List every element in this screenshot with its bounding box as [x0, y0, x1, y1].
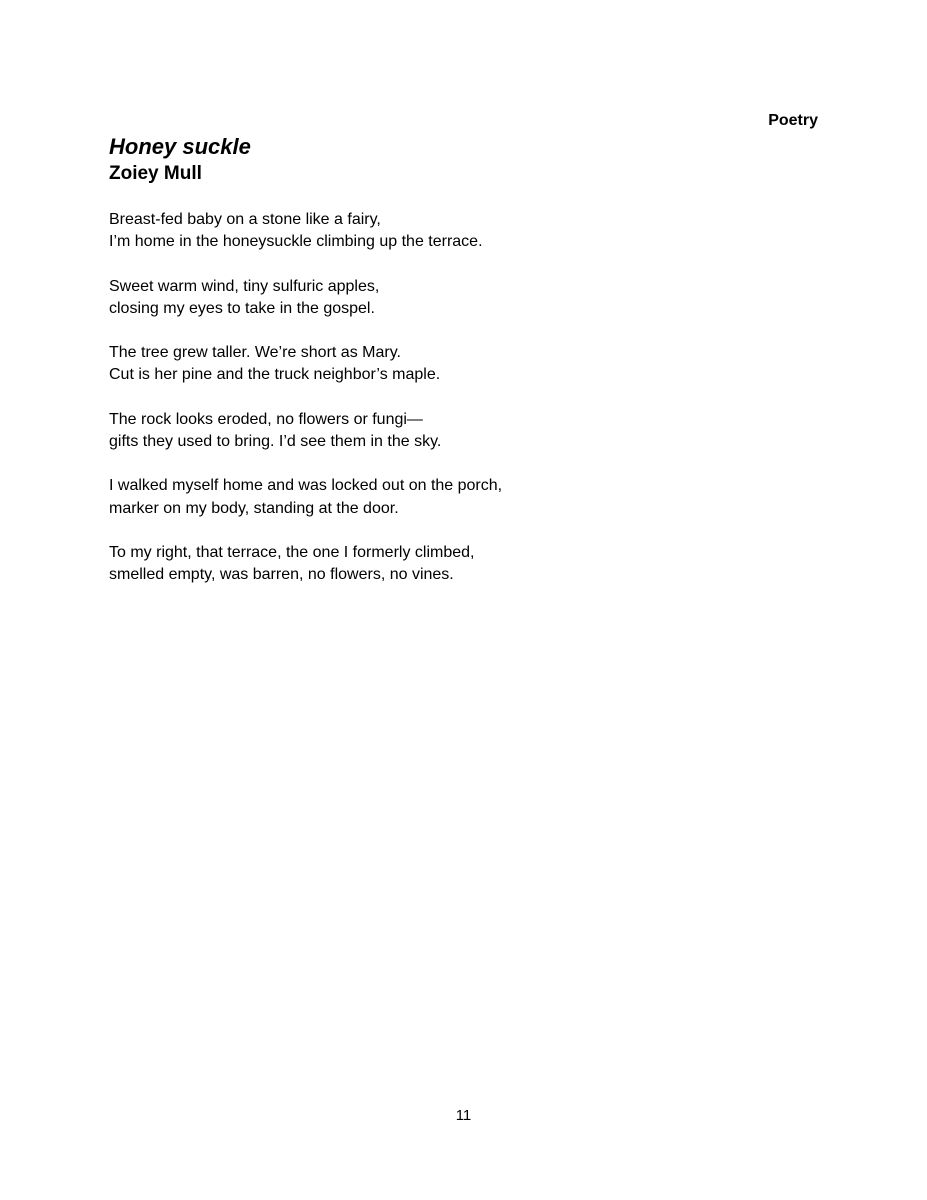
poem-line: The rock looks eroded, no flowers or fungi— [109, 410, 423, 428]
poem-line: gifts they used to bring. I’d see them in the sky. [109, 433, 442, 451]
poem-line: I’m home in the honeysuckle climbing up the terrace. [109, 233, 483, 251]
poem-header [109, 133, 251, 187]
stanza-2 [109, 276, 809, 321]
poem-line: The tree grew taller. We’re short as Mary. [109, 344, 401, 362]
stanza-6 [109, 542, 809, 587]
stanza-3 [109, 342, 809, 387]
stanza-5 [109, 475, 809, 520]
poem-body [109, 209, 809, 609]
poem-line: To my right, that terrace, the one I formerly climbed, [109, 543, 475, 561]
stanza-1 [109, 209, 809, 254]
poem-line: smelled empty, was barren, no flowers, no vines. [109, 566, 454, 584]
page-number: 11 [455, 1107, 472, 1124]
poem-line: Breast-fed baby on a stone like a fairy, [109, 211, 381, 228]
poem-line: Sweet warm wind, tiny sulfuric apples, [109, 277, 380, 295]
poem-line: Cut is her pine and the truck neighbor’s maple. [109, 366, 441, 384]
poem-line: closing my eyes to take in the gospel. [109, 299, 375, 317]
stanza-4 [109, 409, 809, 454]
poem-author: Zoiey Mull [109, 163, 202, 184]
poem-title: Honey suckle [109, 134, 251, 159]
poem-line: marker on my body, standing at the door. [109, 499, 399, 517]
poem-line: I walked myself home and was locked out on the porch, [109, 477, 503, 495]
section-label: Poetry [768, 112, 818, 129]
